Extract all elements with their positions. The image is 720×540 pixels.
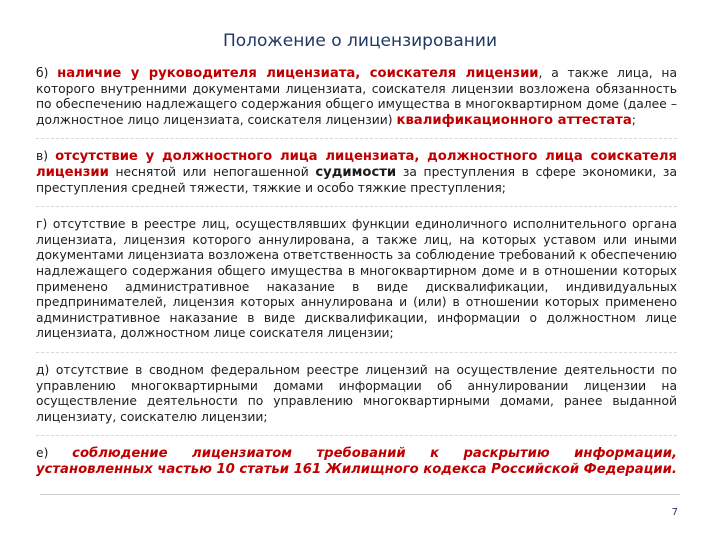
- page-title: Положение о лицензировании: [222, 31, 498, 51]
- footer-divider: [40, 494, 680, 495]
- item-b-end: ;: [631, 112, 636, 127]
- item-b-body: , а также лица, на которого внутренними документами лицензиата, соискателя лицензии возложена обязанность по обеспечению надлежащего содержания общего имущества в многоквартирном доме (далее – должностное лицо лицензиата, соискателя лицензии): [36, 66, 677, 127]
- regulation-text: [36, 66, 677, 477]
- item-e-prefix: е): [36, 446, 73, 461]
- item-b: [36, 66, 677, 128]
- item-g-body: г) отсутствие в реестре лиц, осуществлявших функции единоличного исполнительного органа лицензиата, лицензия которого аннулирована, а также лиц, на которых уставом или иными документами лицензиата возложена ответственность за соблюдение требований к обеспечению надлежащего содержания общего имущества в многоквартирном доме и в отношении которых применено административное наказание в виде дисквалификации, индивидуальных предпринимателей, лицензия которых аннулирована и (или) в отношении которых применено административное наказание в виде дисквалификации, информации о должностном лице лицензиата, должностном лице соискателя лицензии;: [36, 217, 677, 341]
- item-v-rest: за преступления в сфере экономики, за преступления средней тяжести, тяжкие и особо тяжкие преступления;: [36, 164, 677, 195]
- item-e-highlight-2: установленных частью 10 статьи 161 Жилищного кодекса Российской Федерации.: [36, 461, 677, 477]
- item-v-highlight: отсутствие у должностного лица лицензиата, должностного лица соискателя лицензии: [36, 149, 677, 180]
- item-v: [36, 138, 677, 196]
- item-d-body: д) отсутствие в сводном федеральном реестре лицензий на осуществление деятельности по управлению многоквартирными домами информации об аннулировании лицензии на осуществление деятельности по управлению многоквартирными домами, ранее выданной лицензиату, соискателю лицензии;: [36, 362, 677, 424]
- item-g: [36, 206, 677, 342]
- item-e: [36, 435, 677, 477]
- item-v-body: неснятой или непогашенной: [108, 164, 316, 179]
- item-v-prefix: в): [36, 149, 56, 164]
- item-b-highlight: наличие у руководителя лицензиата, соискателя лицензии: [57, 66, 539, 81]
- item-v-conviction: судимости: [315, 164, 397, 180]
- item-d: [36, 352, 677, 425]
- item-e-highlight: соблюдение лицензиатом требований к раскрытию информации,: [72, 446, 677, 462]
- item-b-certificate: квалификационного аттестата: [396, 112, 632, 128]
- page-number: 7: [671, 507, 678, 518]
- item-b-prefix: б): [36, 66, 58, 80]
